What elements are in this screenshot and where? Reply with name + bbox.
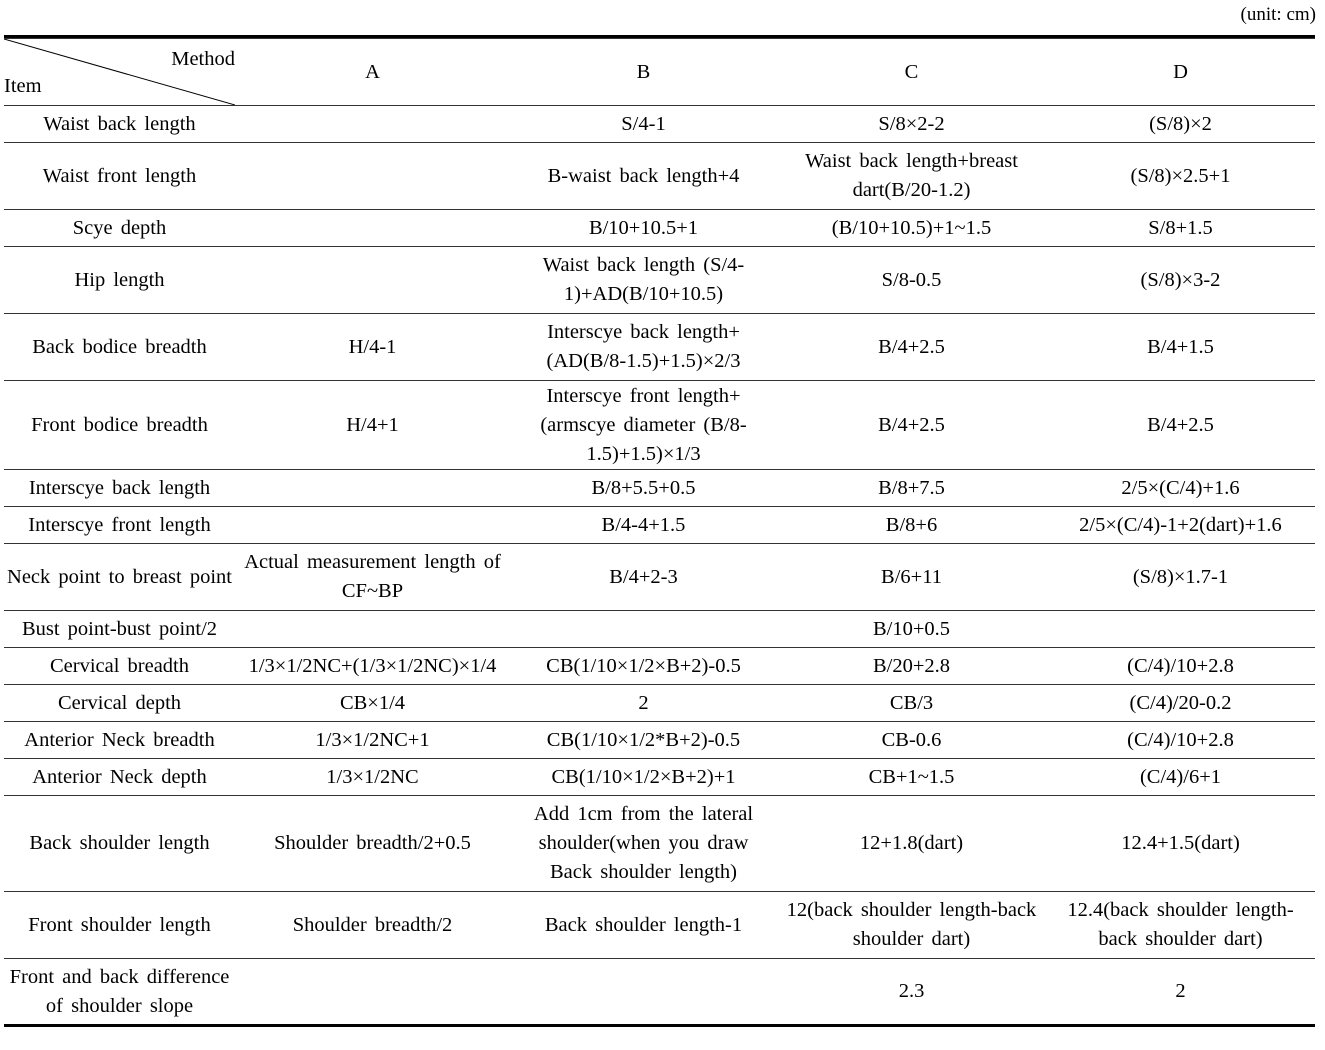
method-c-cell: B/20+2.8 <box>777 648 1046 685</box>
method-a-cell: CB×1/4 <box>235 685 510 722</box>
method-c-cell: 12(back shoulder length-back shoulder dart) <box>777 892 1046 959</box>
pattern-method-table <box>4 35 1315 1027</box>
row-item-label: Front bodice breadth <box>4 381 235 470</box>
table-row <box>4 381 1315 470</box>
method-b-cell: Waist back length (S/4-1)+AD(B/10+10.5) <box>510 247 777 314</box>
method-a-cell <box>235 470 510 507</box>
method-c-cell: B/4+2.5 <box>777 381 1046 470</box>
method-a-cell: Shoulder breadth/2 <box>235 892 510 959</box>
method-b-cell: B/10+10.5+1 <box>510 210 777 247</box>
corner-header <box>4 39 235 106</box>
method-b-cell: Back shoulder length-1 <box>510 892 777 959</box>
method-a-cell <box>235 247 510 314</box>
table-row <box>4 106 1315 143</box>
method-c-cell: (B/10+10.5)+1~1.5 <box>777 210 1046 247</box>
row-item-label: Anterior Neck breadth <box>4 722 235 759</box>
table-row <box>4 247 1315 314</box>
method-c-cell: B/8+6 <box>777 507 1046 544</box>
method-b-cell: Add 1cm from the lateral shoulder(when you draw Back shoulder length) <box>510 796 777 892</box>
method-c-cell: B/8+7.5 <box>777 470 1046 507</box>
method-d-cell: 2/5×(C/4)+1.6 <box>1046 470 1315 507</box>
method-b-header: B <box>510 39 777 106</box>
method-d-cell: 12.4(back shoulder length-back shoulder dart) <box>1046 892 1315 959</box>
table-row <box>4 892 1315 959</box>
method-a-header: A <box>235 39 510 106</box>
header-row <box>4 39 1315 106</box>
method-a-cell <box>235 143 510 210</box>
method-c-header: C <box>777 39 1046 106</box>
method-a-cell <box>235 210 510 247</box>
row-item-label: Back shoulder length <box>4 796 235 892</box>
method-d-cell: (S/8)×1.7-1 <box>1046 544 1315 611</box>
row-item-label: Back bodice breadth <box>4 314 235 381</box>
method-d-cell: (S/8)×2 <box>1046 106 1315 143</box>
method-a-cell: H/4+1 <box>235 381 510 470</box>
method-a-cell: 1/3×1/2NC <box>235 759 510 796</box>
method-b-cell: B/8+5.5+0.5 <box>510 470 777 507</box>
method-a-cell: 1/3×1/2NC+1 <box>235 722 510 759</box>
method-a-cell <box>235 106 510 143</box>
method-d-cell: (C/4)/20-0.2 <box>1046 685 1315 722</box>
method-d-cell: (S/8)×3-2 <box>1046 247 1315 314</box>
table-row <box>4 507 1315 544</box>
method-a-cell: Actual measurement length of CF~BP <box>235 544 510 611</box>
table-row <box>4 611 1315 648</box>
method-d-cell <box>1046 611 1315 648</box>
table-row <box>4 470 1315 507</box>
method-header-label: Method <box>171 48 235 70</box>
method-a-cell <box>235 611 510 648</box>
method-b-cell: Interscye front length+(armscye diameter (B/8-1.5)+1.5)×1/3 <box>510 381 777 470</box>
method-d-cell: (C/4)/10+2.8 <box>1046 722 1315 759</box>
method-b-cell: CB(1/10×1/2×B+2)-0.5 <box>510 648 777 685</box>
method-d-cell: 12.4+1.5(dart) <box>1046 796 1315 892</box>
table-row <box>4 759 1315 796</box>
row-item-label: Hip length <box>4 247 235 314</box>
row-item-label: Waist front length <box>4 143 235 210</box>
row-item-label: Cervical depth <box>4 685 235 722</box>
method-c-cell: Waist back length+breast dart(B/20-1.2) <box>777 143 1046 210</box>
table-row <box>4 959 1315 1026</box>
table-row <box>4 648 1315 685</box>
method-b-cell: S/4-1 <box>510 106 777 143</box>
row-item-label: Cervical breadth <box>4 648 235 685</box>
method-c-cell: S/8-0.5 <box>777 247 1046 314</box>
method-c-cell: 12+1.8(dart) <box>777 796 1046 892</box>
item-header-label: Item <box>4 75 42 97</box>
method-b-cell: B/4-4+1.5 <box>510 507 777 544</box>
row-item-label: Interscye back length <box>4 470 235 507</box>
method-a-cell <box>235 959 510 1026</box>
method-c-cell: S/8×2-2 <box>777 106 1046 143</box>
table-row <box>4 314 1315 381</box>
row-item-label: Interscye front length <box>4 507 235 544</box>
table-row <box>4 685 1315 722</box>
row-item-label: Bust point-bust point/2 <box>4 611 235 648</box>
method-a-cell: H/4-1 <box>235 314 510 381</box>
method-b-cell <box>510 959 777 1026</box>
row-item-label: Front and back difference of shoulder slope <box>4 959 235 1026</box>
table-row <box>4 544 1315 611</box>
method-d-cell: B/4+2.5 <box>1046 381 1315 470</box>
method-d-cell: S/8+1.5 <box>1046 210 1315 247</box>
method-b-cell: B/4+2-3 <box>510 544 777 611</box>
method-b-cell <box>510 611 777 648</box>
method-c-cell: CB-0.6 <box>777 722 1046 759</box>
method-c-cell: 2.3 <box>777 959 1046 1026</box>
method-c-cell: CB/3 <box>777 685 1046 722</box>
method-b-cell: B-waist back length+4 <box>510 143 777 210</box>
row-item-label: Scye depth <box>4 210 235 247</box>
method-c-cell: CB+1~1.5 <box>777 759 1046 796</box>
method-d-cell: (S/8)×2.5+1 <box>1046 143 1315 210</box>
row-item-label: Neck point to breast point <box>4 544 235 611</box>
method-a-cell <box>235 507 510 544</box>
method-d-header: D <box>1046 39 1315 106</box>
method-c-cell: B/6+11 <box>777 544 1046 611</box>
method-d-cell: B/4+1.5 <box>1046 314 1315 381</box>
row-item-label: Front shoulder length <box>4 892 235 959</box>
method-a-cell: 1/3×1/2NC+(1/3×1/2NC)×1/4 <box>235 648 510 685</box>
table-row <box>4 796 1315 892</box>
table-row <box>4 143 1315 210</box>
method-d-cell: 2 <box>1046 959 1315 1026</box>
method-b-cell: 2 <box>510 685 777 722</box>
method-d-cell: (C/4)/10+2.8 <box>1046 648 1315 685</box>
method-c-cell: B/10+0.5 <box>777 611 1046 648</box>
row-item-label: Anterior Neck depth <box>4 759 235 796</box>
method-d-cell: (C/4)/6+1 <box>1046 759 1315 796</box>
method-a-cell: Shoulder breadth/2+0.5 <box>235 796 510 892</box>
method-b-cell: Interscye back length+ (AD(B/8-1.5)+1.5)×2/3 <box>510 314 777 381</box>
table-row <box>4 722 1315 759</box>
method-b-cell: CB(1/10×1/2×B+2)+1 <box>510 759 777 796</box>
row-item-label: Waist back length <box>4 106 235 143</box>
table-row <box>4 210 1315 247</box>
unit-note: (unit: cm) <box>1240 4 1316 25</box>
method-d-cell: 2/5×(C/4)-1+2(dart)+1.6 <box>1046 507 1315 544</box>
method-c-cell: B/4+2.5 <box>777 314 1046 381</box>
method-b-cell: CB(1/10×1/2*B+2)-0.5 <box>510 722 777 759</box>
